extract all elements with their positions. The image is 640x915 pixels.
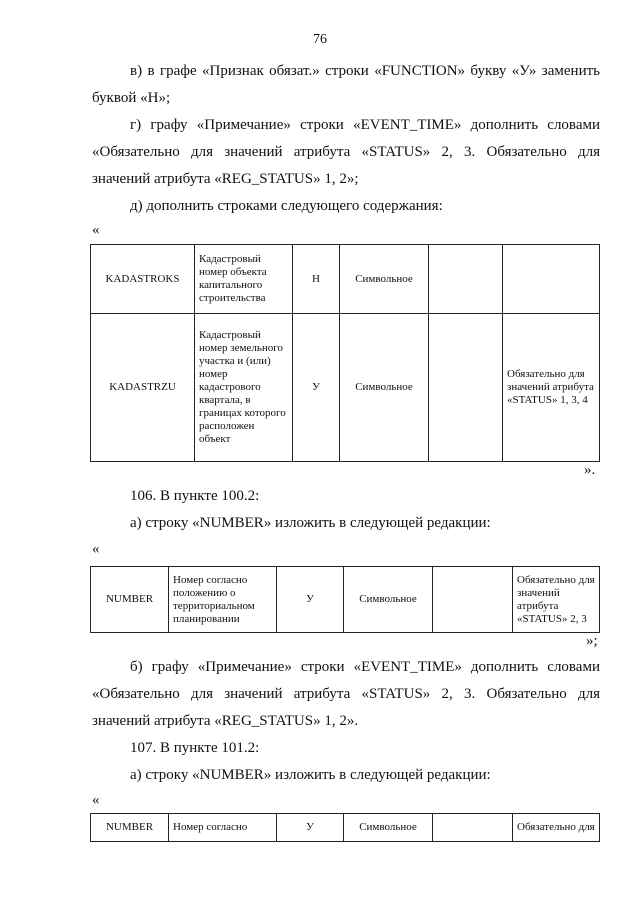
- cell-note: [503, 245, 600, 314]
- cell-type: Символьное: [344, 814, 433, 842]
- table-row: [91, 814, 600, 842]
- page-number: 76: [313, 32, 327, 47]
- close-quote-2: »;: [586, 633, 598, 649]
- cell-note: Обязательно для: [513, 814, 600, 842]
- table-row: [91, 567, 600, 633]
- open-quote-3: «: [92, 792, 100, 808]
- cell-type: Символьное: [344, 567, 433, 633]
- cell-extra: [433, 814, 513, 842]
- paragraph-b-line2: «Обязательно для значений атрибута «STATUS» 2, 3. Обязательно для: [92, 686, 600, 702]
- cell-code: NUMBER: [91, 814, 169, 842]
- paragraph-g-line1: г) графу «Примечание» строки «EVENT_TIME» дополнить словами: [130, 117, 600, 133]
- cell-description: Кадастровый номер земельного участка и (или) номер кадастрового квартала, в границах которого расположен объект: [195, 314, 293, 462]
- cell-required: У: [277, 567, 344, 633]
- cell-code: KADASTRZU: [91, 314, 195, 462]
- section-106: 106. В пункте 100.2:: [130, 488, 260, 504]
- cell-note: Обязательно для значений атрибута «STATUS» 2, 3: [513, 567, 600, 633]
- paragraph-g-line3: значений атрибута «REG_STATUS» 1, 2»;: [92, 171, 359, 187]
- paragraph-v-line2: буквой «Н»;: [92, 90, 171, 106]
- open-quote-1: «: [92, 222, 100, 238]
- cell-description: Номер согласно: [169, 814, 277, 842]
- open-quote-2: «: [92, 541, 100, 557]
- paragraph-v-line1: в) в графе «Признак обязат.» строки «FUNCTION» букву «У» заменить: [130, 63, 600, 79]
- cell-type: Символьное: [340, 314, 429, 462]
- cell-extra: [429, 314, 503, 462]
- cell-code: KADASTROKS: [91, 245, 195, 314]
- section-106-a: а) строку «NUMBER» изложить в следующей редакции:: [130, 515, 491, 531]
- cell-required: У: [293, 314, 340, 462]
- cell-required: Н: [293, 245, 340, 314]
- section-107: 107. В пункте 101.2:: [130, 740, 260, 756]
- attributes-table-2: [90, 566, 600, 633]
- cell-code: NUMBER: [91, 567, 169, 633]
- cell-description: Кадастровый номер объекта капитального строительства: [195, 245, 293, 314]
- cell-required: У: [277, 814, 344, 842]
- attributes-table-3: [90, 813, 600, 842]
- close-quote-1: ».: [584, 462, 596, 478]
- section-107-a: а) строку «NUMBER» изложить в следующей редакции:: [130, 767, 491, 783]
- cell-extra: [429, 245, 503, 314]
- paragraph-g-line2: «Обязательно для значений атрибута «STATUS» 2, 3. Обязательно для: [92, 144, 600, 160]
- cell-extra: [433, 567, 513, 633]
- table-row: [91, 314, 600, 462]
- paragraph-d: д) дополнить строками следующего содержания:: [130, 198, 443, 214]
- cell-description: Номер согласно положению о территориальном планировании: [169, 567, 277, 633]
- attributes-table-1: [90, 244, 600, 462]
- table-row: [91, 245, 600, 314]
- paragraph-b-line1: б) графу «Примечание» строки «EVENT_TIME» дополнить словами: [130, 659, 600, 675]
- cell-note: Обязательно для значений атрибута «STATUS» 1, 3, 4: [503, 314, 600, 462]
- paragraph-b-line3: значений атрибута «REG_STATUS» 1, 2».: [92, 713, 359, 729]
- cell-type: Символьное: [340, 245, 429, 314]
